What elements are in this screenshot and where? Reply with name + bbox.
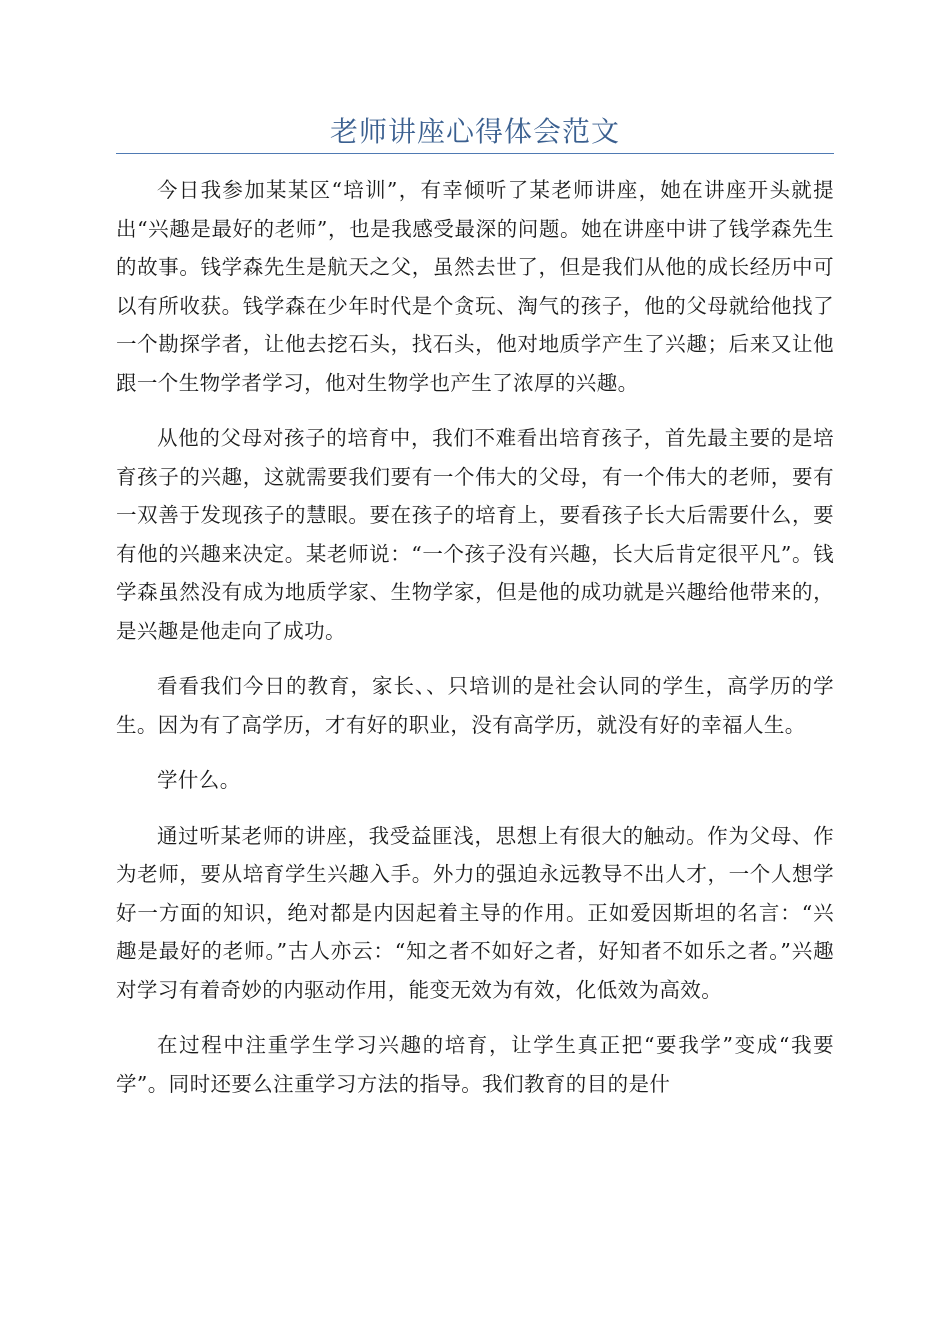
paragraph-2: 从他的父母对孩子的培育中，我们不难看出培育孩子，首先最主要的是培育孩子的兴趣，这就需要我们要有一个伟大的父母，有一个伟大的老师，要有一双善于发现孩子的慧眼。要在孩子的培育上，要看孩子长大后需要什么，要有他的兴趣来决定。某老师说：“一个孩子没有兴趣，长大后肯定很平凡”。钱学森虽然没有成为地质学家、生物学家，但是他的成功就是兴趣给他带来的，是兴趣是他走向了成功。 — [116, 426, 834, 643]
title-underline — [116, 153, 834, 154]
paragraph-6: 在过程中注重学生学习兴趣的培育，让学生真正把“要我学”变成“我要学”。同时还要么注重学习方法的指导。我们教育的目的是什 — [116, 1033, 834, 1096]
document-title: 老师讲座心得体会范文 — [329, 115, 620, 148]
paragraph-1: 今日我参加某某区“培训”，有幸倾听了某老师讲座，她在讲座开头就提出“兴趣是最好的老师”，也是我感受最深的问题。她在讲座中讲了钱学森先生的故事。钱学森先生是航天之父，虽然去世了，但是我们从他的成长经历中可以有所收获。钱学森在少年时代是个贪玩、淘气的孩子，他的父母就给他找了一个勘探学者，让他去挖石头，找石头，他对地质学产生了兴趣；后来又让他跟一个生物学者学习，他对生物学也产生了浓厚的兴趣。 — [116, 178, 834, 395]
paragraph-3: 看看我们今日的教育，家长、、只培训的是社会认同的学生，高学历的学生。因为有了高学历，才有好的职业，没有高学历，就没有好的幸福人生。 — [116, 674, 834, 737]
paragraph-4: 学什么。 — [157, 768, 241, 792]
paragraph-5: 通过听某老师的讲座，我受益匪浅，思想上有很大的触动。作为父母、作为老师，要从培育学生兴趣入手。外力的强迫永远教导不出人才，一个人想学好一方面的知识，绝对都是内因起着主导的作用。正如爱因斯坦的名言：“兴趣是最好的老师。”古人亦云：“知之者不如好之者，好知者不如乐之者。”兴趣对学习有着奇妙的内驱动作用，能变无效为有效，化低效为高效。 — [116, 823, 834, 1002]
document-body — [116, 171, 834, 1120]
